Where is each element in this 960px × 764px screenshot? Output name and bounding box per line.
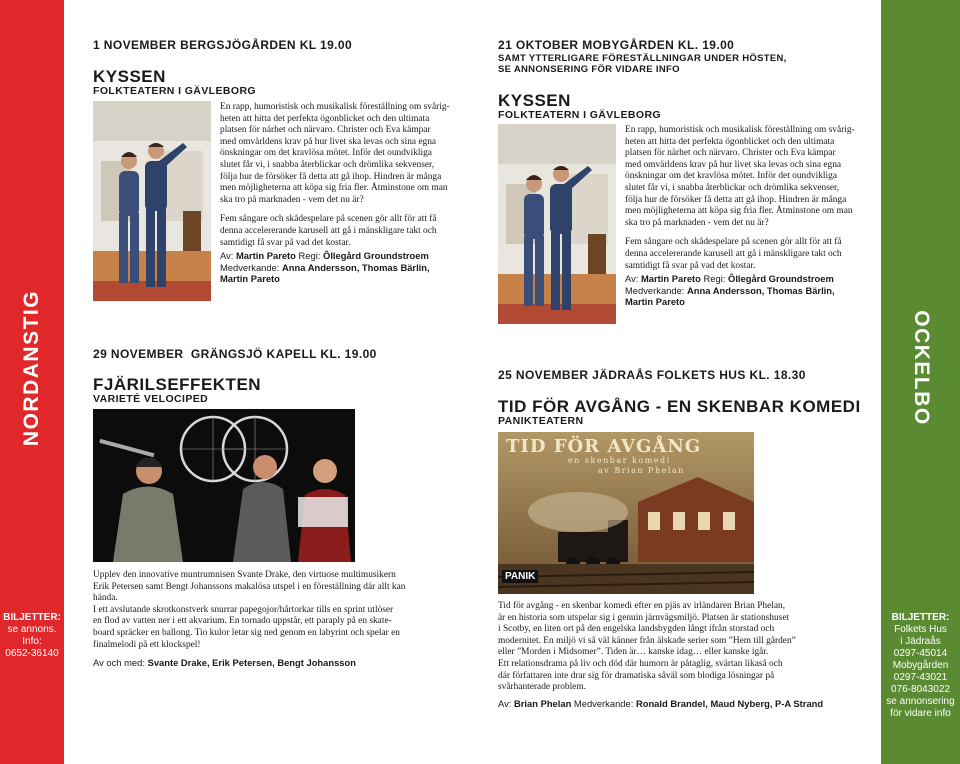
region-label-ockelbo: OCKELBO: [910, 310, 933, 426]
text-line: Tid för avgång - en skenbar komedi efter en pjäs av irländaren Brian Phelan,: [498, 601, 786, 611]
tickets-line: se annonsering: [886, 696, 955, 707]
text-line: Fem sångare och skådespelare på scenen gör allt för att få: [625, 237, 842, 248]
kyssen-photo: [498, 124, 616, 324]
event-title: FJÄRILSEFFEKTEN: [93, 375, 262, 394]
kyssen-photo: [93, 101, 211, 301]
event-subdate: [498, 53, 787, 75]
text-line: En rapp, humoristisk och musikalisk föreställning om svårig-: [220, 102, 450, 112]
credit-cast: Anna Andersson, Thomas Bärlin,: [687, 284, 835, 296]
credit-cast: Martin Pareto: [625, 296, 685, 308]
text-line: Erik Petersen samt Bengt Johanssons makalösa utspel i en föreställning där allt kan: [93, 581, 406, 592]
tickets-line: se annons.: [7, 624, 57, 635]
text-line: följa hur de försöker få detta att gå ihop. Hindren är många: [220, 171, 442, 182]
credit-author: Martin Pareto: [641, 273, 701, 284]
event-credits: [220, 250, 460, 285]
event-company: VARIETÉ VELOCIPED: [93, 393, 209, 405]
credit-author: Svante Drake, Erik Petersen, Bengt Johansson: [147, 657, 356, 668]
text-line: ska tro på marknaden - vem det nu är?: [625, 217, 769, 228]
credit-author: Martin Pareto: [236, 250, 296, 261]
event-title: KYSSEN: [498, 91, 571, 110]
credit-label: Av:: [625, 273, 639, 284]
text-line: där författaren inte drar sig för dramatiska såväl som blodiga lösningar på: [498, 670, 775, 681]
tickets-line: i Jädraås: [900, 636, 941, 647]
event-description: [93, 570, 413, 651]
text-line: slutet får vi, i snabba återblickar och drömlika sekvenser,: [625, 182, 840, 193]
text-line: modernitet. En miljö vi så väl känner från älskade serier som ”Hem till gården”: [498, 635, 796, 646]
credit-label: Medverkande:: [625, 284, 685, 296]
text-line: platsen för närhet och närvaro. Christer och Eva kämpar: [220, 125, 431, 136]
credit-author: Brian Phelan: [514, 698, 572, 709]
text-line: följa hur de försöker få detta att gå ihop. Hindren är många: [625, 194, 847, 205]
region-label-nordanstig: NORDANSTIG: [20, 289, 43, 447]
credit-label: Regi:: [703, 273, 726, 284]
event-title: KYSSEN: [93, 67, 166, 86]
poster-subtitle: en skenbar komedi: [568, 456, 671, 465]
panik-logo: PANIK: [502, 570, 538, 583]
tickets-info-left: [0, 612, 64, 660]
event-date: 29 NOVEMBER GRÄNGSJÖ KAPELL KL. 19.00: [93, 347, 377, 361]
credit-label: Regi:: [298, 250, 321, 261]
event-company: PANIKTEATERN: [498, 415, 584, 427]
subdate-line: SE ANNONSERING FÖR VIDARE INFO: [498, 64, 680, 75]
event-description: [625, 125, 865, 272]
credit-cast: Ronald Brandel, Maud Nyberg, P-A Strand: [635, 698, 824, 709]
text-line: Ett relationsdrama på liv och död där humorn är påtaglig, svärtan likaså och: [498, 658, 783, 669]
event-date: 25 NOVEMBER JÄDRAÅS FOLKETS HUS KL. 18.30: [498, 368, 806, 382]
text-line: ska tro på marknaden - vem det nu är?: [220, 194, 364, 205]
tickets-label: BILJETTER:: [891, 612, 950, 623]
subdate-line: SAMT YTTERLIGARE FÖRESTÄLLNINGAR UNDER HÖSTEN,: [498, 53, 787, 64]
fjarilseffekten-photo: [93, 409, 355, 562]
event-title: TID FÖR AVGÅNG - EN SKENBAR KOMEDI: [498, 397, 861, 416]
event-date: 1 NOVEMBER BERGSJÖGÅRDEN KL 19.00: [93, 38, 353, 52]
tickets-line: Info:: [22, 636, 42, 647]
text-line: men möjligheterna att köpa sig fria fler. Åtminstone om man: [625, 206, 853, 217]
tid-for-avgang-poster: [498, 432, 754, 594]
text-line: samtidigt få svar på vad det kostar.: [220, 237, 351, 248]
event-description: [220, 102, 452, 249]
text-line: En rapp, humoristisk och musikalisk föreställning om svårig-: [625, 125, 855, 135]
text-line: är en historia som utspelar sig i genuin järnvägsmiljö. Platsen är stationshuset: [498, 612, 790, 623]
event-credits: [625, 273, 870, 308]
text-line: platsen för närhet och närvaro. Christer och Eva kämpar: [625, 148, 836, 159]
credit-label: Av:: [220, 250, 234, 261]
event-credits: [498, 698, 868, 710]
event-company: FOLKTEATERN I GÄVLEBORG: [498, 109, 662, 121]
tickets-label: BILJETTER:: [3, 612, 61, 623]
text-line: Fem sångare och skådespelare på scenen gör allt för att få: [220, 214, 437, 225]
credit-label: Av och med:: [93, 657, 145, 668]
text-line: samtidigt få svar på vad det kostar.: [625, 260, 756, 271]
text-line: finalmelodi på ett klockspel!: [93, 639, 201, 650]
text-line: heten att hitta det perfekta ögonblicket och den ultimata: [220, 113, 430, 124]
text-line: eller ”Morden i Midsomer”. Tiden är… kanske idag… eller kanske igår.: [498, 647, 769, 658]
text-line: denna accelererande karusell att gå i mänskligare takt och: [220, 225, 437, 236]
event-company: FOLKTEATERN I GÄVLEBORG: [93, 85, 257, 97]
event-description: [498, 601, 828, 694]
credit-cast: Anna Andersson, Thomas Bärlin,: [282, 261, 430, 273]
text-line: I ett avslutande skrotkonstverk snurrar papegojor/hårtorkar tills en sprint utlöser: [93, 604, 394, 615]
tickets-line: 0297-45014: [893, 648, 948, 659]
tickets-line: 0652-36140: [5, 648, 59, 659]
poster-title: TID FÖR AVGÅNG: [506, 436, 702, 457]
credit-director: Ôllegård Groundstroem: [728, 273, 834, 284]
text-line: denna accelererande karusell att gå i mänskligare takt och: [625, 248, 842, 259]
text-line: önskningar om det kravlösa mötet. Inför det oundvikliga: [625, 171, 837, 182]
text-line: heten att hitta det perfekta ögonblicket och den ultimata: [625, 136, 835, 147]
text-line: med omvärldens krav på hur livet ska levas och sina egna: [220, 136, 437, 147]
text-line: slutet får vi, i snabba återblickar och drömlika sekvenser,: [220, 159, 435, 170]
tickets-line: Folkets Hus: [894, 624, 947, 635]
text-line: board spräcker en ballong. Tio kulor letar sig ned genom en labyrint och spelar en: [93, 627, 400, 638]
credit-label: Av:: [498, 698, 512, 709]
text-line: med omvärldens krav på hur livet ska levas och sina egna: [625, 159, 842, 170]
tickets-line: 0297-43021: [893, 672, 948, 683]
text-line: Upplev den innovative muntrumnisen Svante Drake, den virtuose multimusikern: [93, 570, 396, 580]
event-credits: [93, 657, 413, 669]
tickets-line: 076-8043022: [891, 684, 950, 695]
event-date: 21 OKTOBER MOBYGÅRDEN KL. 19.00: [498, 38, 735, 52]
text-line: hända.: [93, 593, 118, 604]
tickets-line: för vidare info: [890, 708, 951, 719]
text-line: svårhanterade problem.: [498, 682, 586, 693]
text-line: önskningar om det kravlösa mötet. Inför det oundvikliga: [220, 148, 432, 159]
tickets-line: Mobygården: [892, 660, 949, 671]
text-line: men möjligheterna att köpa sig fria fler. Åtminstone om man: [220, 183, 448, 194]
credit-label: Medverkande:: [573, 698, 634, 709]
credit-cast: Martin Pareto: [220, 273, 280, 285]
tickets-info-right: [881, 612, 960, 720]
credit-label: Medverkande:: [220, 261, 280, 273]
text-line: en flod av vatten ner i ett akvarium. En tornado uppstår, ett paraply på en skate-: [93, 616, 392, 627]
poster-author: av Brian Phelan: [598, 466, 685, 475]
text-line: i Scotby, en liten ort på den engelska landsbygden långt ifrån storstad och: [498, 624, 775, 635]
credit-director: Ôllegård Groundstroem: [323, 250, 429, 261]
